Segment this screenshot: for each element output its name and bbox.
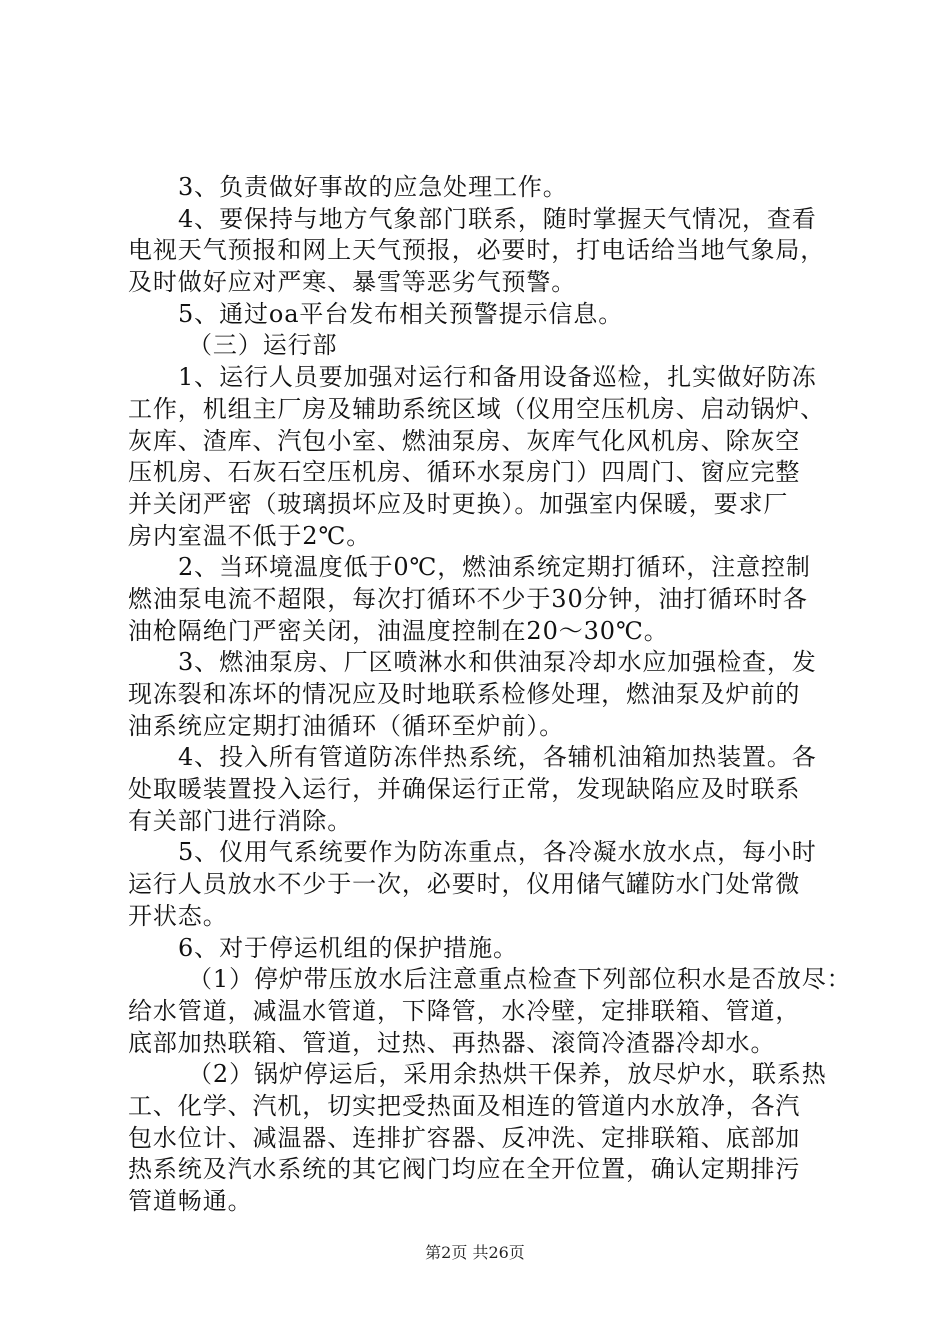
- paragraph-line: 工作，机组主厂房及辅助系统区域（仪用空压机房、启动锅炉、: [128, 394, 826, 423]
- paragraph-line: 及时做好应对严寒、暴雪等恶劣气预警。: [128, 268, 577, 297]
- page-footer: [0, 1243, 950, 1263]
- paragraph-line: 热系统及汽水系统的其它阀门均应在全开位置，确认定期排污: [128, 1155, 801, 1184]
- section-heading: （三）运行部: [188, 331, 338, 360]
- paragraph-line: 开状态。: [128, 901, 228, 930]
- paragraph-line: 5、通过oa平台发布相关预警提示信息。: [178, 299, 624, 328]
- paragraph-line: 3、负责做好事故的应急处理工作。: [178, 173, 568, 201]
- paragraph-line: 给水管道，减温水管道，下降管，水冷壁，定排联箱、管道，: [128, 996, 801, 1025]
- paragraph-line: 底部加热联箱、管道，过热、再热器、滚筒冷渣器冷却水。: [128, 1028, 776, 1057]
- paragraph-line: 处取暖装置投入运行，并确保运行正常，发现缺陷应及时联系: [128, 775, 801, 804]
- paragraph-line: 3、燃油泵房、厂区喷淋水和供油泵冷却水应加强检查，发: [178, 648, 817, 677]
- paragraph-line: （1）停炉带压放水后注意重点检查下列部位积水是否放尽：: [188, 965, 852, 994]
- paragraph-line: 有关部门进行消除。: [128, 806, 353, 835]
- paragraph-line: 5、仪用气系统要作为防冻重点，各冷凝水放水点，每小时: [178, 838, 817, 867]
- paragraph-line: 电视天气预报和网上天气预报，必要时，打电话给当地气象局，: [128, 236, 826, 265]
- page-number: 第2页 共26页: [425, 1243, 525, 1262]
- paragraph-line: 并关闭严密（玻璃损坏应及时更换）。加强室内保暖，要求厂: [128, 489, 789, 518]
- paragraph-line: 4、投入所有管道防冻伴热系统，各辅机油箱加热装置。各: [178, 743, 817, 772]
- paragraph-line: 油枪隔绝门严密关闭，油温度控制在20～30℃。: [128, 616, 669, 645]
- paragraph-line: 燃油泵电流不超限，每次打循环不少于30分钟，油打循环时各: [128, 584, 808, 613]
- paragraph-line: （2）锅炉停运后，采用余热烘干保养，放尽炉水，联系热: [188, 1060, 827, 1089]
- paragraph-line: 6、对于停运机组的保护措施。: [178, 933, 518, 962]
- paragraph-line: 现冻裂和冻坏的情况应及时地联系检修处理，燃油泵及炉前的: [128, 680, 801, 708]
- document-body: [128, 172, 852, 1218]
- paragraph-line: 2、当环境温度低于0℃，燃油系统定期打循环，注意控制: [178, 553, 811, 582]
- paragraph-line: 运行人员放水不少于一次，必要时，仪用储气罐防水门处常微: [128, 870, 801, 899]
- paragraph-line: 压机房、石灰石空压机房、循环水泵房门）四周门、窗应完整: [128, 458, 801, 487]
- paragraph-line: 油系统应定期打油循环（循环至炉前）。: [128, 711, 565, 740]
- paragraph-line: 管道畅通。: [128, 1187, 253, 1215]
- paragraph-line: 4、要保持与地方气象部门联系，随时掌握天气情况，查看: [178, 204, 817, 233]
- paragraph-line: 工、化学、汽机，切实把受热面及相连的管道内水放净，各汽: [128, 1091, 801, 1120]
- paragraph-line: 房内室温不低于2℃。: [128, 521, 372, 550]
- paragraph-line: 1、运行人员要加强对运行和备用设备巡检，扎实做好防冻: [178, 363, 817, 392]
- paragraph-line: 灰库、渣库、汽包小室、燃油泵房、灰库气化风机房、除灰空: [128, 426, 801, 455]
- paragraph-line: 包水位计、减温器、连排扩容器、反冲洗、定排联箱、底部加: [128, 1123, 801, 1152]
